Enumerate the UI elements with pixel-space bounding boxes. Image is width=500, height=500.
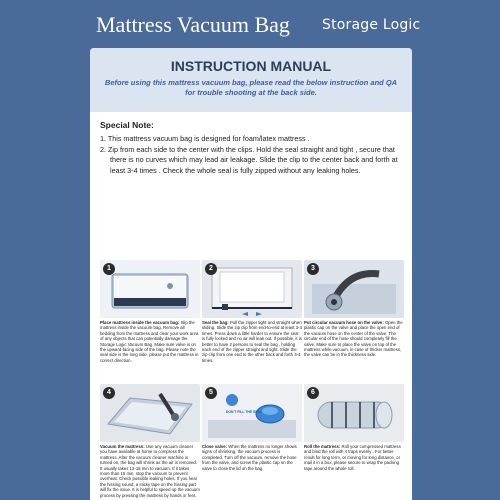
- manual-title: INSTRUCTION MANUAL: [170, 58, 332, 74]
- zip-seal-image: [202, 260, 302, 318]
- step-number: 5: [205, 387, 217, 399]
- special-note-title: Special Note:: [100, 120, 154, 130]
- step-6-text: Roll the mattress: Roll your compressed mattress and bind the roll with 4 traps evenly . For better result for long term, or moving for long distance, or mail it in a box, please secure to wrap the packing tape around the whole roll.: [304, 444, 401, 471]
- step-number: 2: [205, 263, 217, 275]
- step-5-photo: [202, 384, 302, 442]
- product-title: Mattress Vacuum Bag: [96, 12, 290, 37]
- brand-name: Storage Logic: [322, 17, 421, 33]
- vacuum-hose-image: [304, 260, 404, 318]
- seal-warning-label: DON'T FILL THE SEAL: [225, 410, 263, 414]
- special-note-list: [100, 134, 404, 176]
- step-number: 4: [103, 387, 115, 399]
- step-6-photo: [304, 384, 404, 442]
- step-3-photo: [304, 260, 404, 318]
- special-note-item: 1. This mattress vacuum bag is designed for foam/latex mattress .: [100, 134, 310, 143]
- step-3-text: Put circular vacuum hose on the valve: Open the plastic cap on the valve and place the open end of the vacuum hose on the center of the valve. The circular end of the hose should completely fill the valve. Make sure to place the valve on top of the mattress while vacuum, in case of thicker mattress, the valve can be in the thickness side.: [304, 320, 403, 358]
- step-2-text: Seal the bag: Pull the zipper tight and straight when sliding. Slide the zip clip from end-to-end at least 3-4 times. Press down a little harder to ensure the seal is fully locked and no air will leak out. If possible, it is better to have 2 persons to seal the bag , holding each end of the zipper straight and tight. Slide the zip clip from one end to the other back and forth 3-4 times.: [202, 320, 302, 363]
- step-4-text: Vacuum the mattress: Use any vacuum cleaner you have available at home to compress the mattress. After the vacuum cleaner machine is turned on, the bag will shrink as the air is removed. It usually takes 12-15 min to vacuum. If it takes more than 15 min, stop the vacuum to prevent overheat. Check possible leaking holes. If you hear the hissing sound, a sticky tape on the hissing part will fix the issue. It is helpful to speed up the vacuum process by pressing the mattress by hands or feet.: [100, 444, 200, 498]
- step-number: 3: [307, 263, 319, 275]
- step-number: 6: [307, 387, 319, 399]
- step-5-text: Close valve: When the mattress no longer shows signs of shrinking, the vacuum process is completed. Turn off the vacuum, remove the hose from the valve, and screw the plastic cap on the valve to close the lid on the bag.: [202, 444, 297, 471]
- step-number: 1: [103, 263, 115, 275]
- top-banner: [0, 0, 500, 48]
- vacuum-mattress-image: [100, 384, 200, 442]
- step-1-text: Place mattress inside the vacuum bag: Slip the mattress inside the vacuum bag. Remove all bedding from the mattress and clear your work area of any objects that can potentially damage the Storage Logic Vacuum Bag. Make sure valve is on the upward-facing side of the bag. Please note the seal side is the long side, please put the mattress in correct direction.: [100, 320, 199, 363]
- instruction-card: [90, 48, 412, 500]
- brand-logo: [322, 17, 420, 33]
- mattress-in-bag-image: [100, 260, 200, 318]
- manual-header: [90, 48, 412, 112]
- rolled-mattress-image: [304, 384, 404, 442]
- step-4-photo: [100, 384, 200, 442]
- step-2-photo: [202, 260, 302, 318]
- special-note-item: 2. Zip from each side to the center with the clips. Hold the seal straight and tight , secure that there is no curves which may lead air leakage. Slide the clip to the center back and forth at least 3-4 times . Check the whole seal is fully zipped without any leaking holes.: [100, 144, 398, 175]
- step-1-photo: [100, 260, 200, 318]
- manual-subtitle: Before using this mattress vacuum bag, please read the below instruction and QA for trouble shooting at the back side.: [104, 78, 398, 97]
